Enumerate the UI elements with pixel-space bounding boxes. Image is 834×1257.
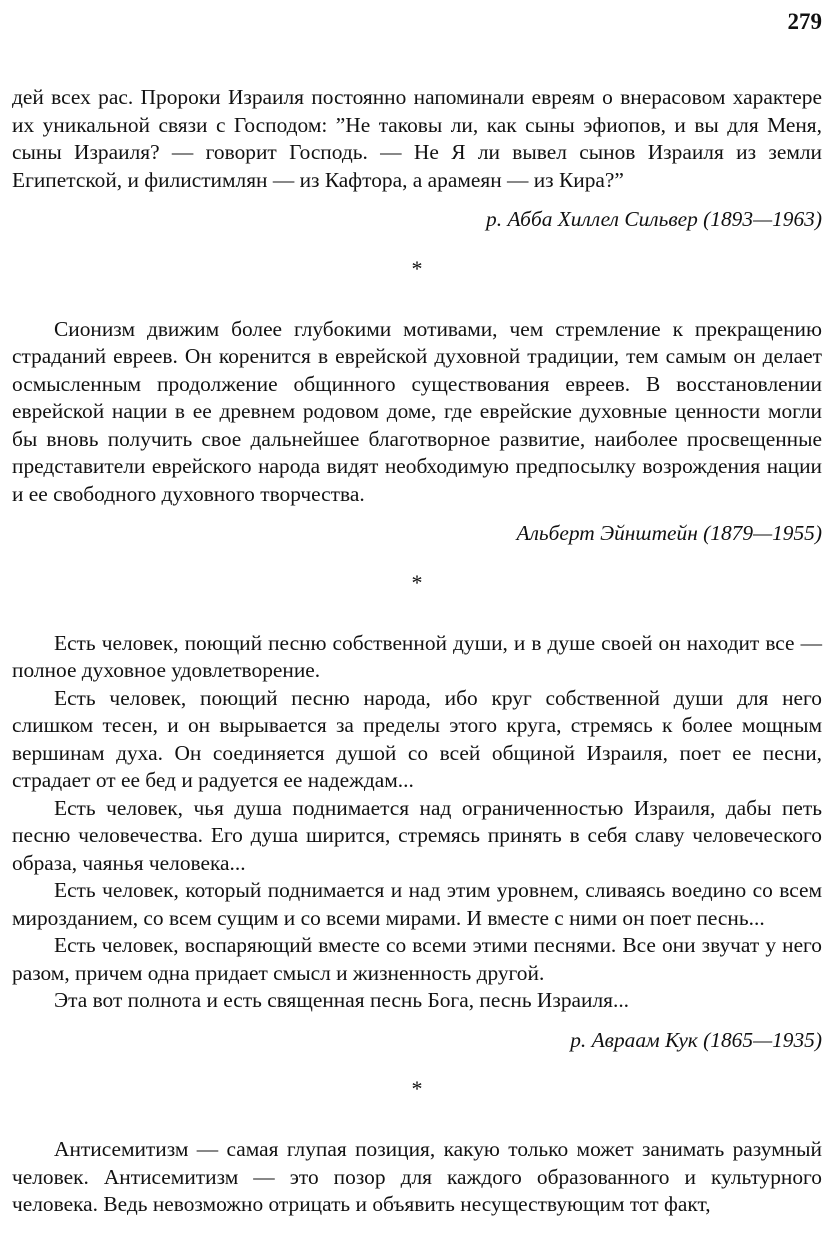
paragraph: Эта вот полнота и есть священная песнь Бога, песнь Израиля... — [54, 988, 630, 1012]
paragraph: Есть человек, поющий песню народа, ибо круг собственной души для него слишком тесен, и он вырывается за пределы этого круга, стремясь к более мощным вершинам духа. Он соединяется душой со всей общиной Израиля, поет ее песни, страдает от ее бед и радуется ее надеждам... — [12, 685, 822, 792]
quote-silver — [12, 84, 822, 234]
paragraph: Сионизм движим более глубокими мотивами, чем стремление к прекращению страданий евреев. Он коренится в еврейской духовной традиции, тем самым он делает осмысленным продолжение общинного существования евреев. В восстановлении еврейской нации в ее древнем родовом доме, где еврейские духовные ценности могли бы вновь получить свое дальнейшее благотворное развитие, наиболее просвещенные представители еврейского народа видят необходимую предпосылку возрождения нации и ее свободного духовного творчества. — [12, 316, 822, 506]
paragraph: Есть человек, поющий песню собственной души, и в душе своей он находит все — полное духовное удовлетворение. — [12, 630, 822, 682]
paragraph: Есть человек, чья душа поднимается над ограниченностью Израиля, дабы петь песню человечества. Его душа ширится, стремясь принять в себя славу человеческого образа, чаянья человека... — [12, 795, 822, 875]
section-separator: * — [411, 255, 423, 281]
paragraph: дей всех рас. Пророки Израиля постоянно напоминали евреям о внерасовом характере их уникальной связи с Господом: ”Не таковы ли, как сыны эфиопов, и вы для Меня, сыны Израиля? — говорит Господь. — Не Я ли вывел сынов Израиля из земли Египетской, и филистимлян — из Кафтора, а арамеян — из Кира?” — [12, 85, 822, 192]
quote-author: р. Абба Хиллел Сильвер (1893—1963) — [486, 207, 822, 231]
paragraph: Антисемитизм — самая глупая позиция, какую только может занимать разумный человек. Антисемитизм — это позор для каждого образованного и культурного человека. Ведь невозможно отрицать и объявить несуществующим тот факт, — [12, 1137, 822, 1216]
quote-einstein — [12, 316, 822, 548]
quote-kook — [12, 630, 822, 1055]
page-content — [12, 84, 822, 1219]
paragraph: Есть человек, воспаряющий вместе со всеми этими песнями. Все они звучат у него разом, причем одна придает смысл и жизненность другой. — [12, 933, 822, 985]
quote-author: р. Авраам Кук (1865—1935) — [570, 1027, 822, 1052]
paragraph: Есть человек, который поднимается и над этим уровнем, сливаясь воедино со всем мирозданием, со всем сущим и со всеми мирами. И вместе с ними он поет песнь... — [12, 878, 822, 930]
section-separator: * — [411, 1076, 423, 1101]
quote-author: Альберт Эйнштейн (1879—1955) — [516, 521, 822, 545]
page-number: 279 — [787, 9, 822, 34]
quote-antisemitism — [12, 1136, 822, 1219]
section-separator: * — [411, 569, 423, 595]
